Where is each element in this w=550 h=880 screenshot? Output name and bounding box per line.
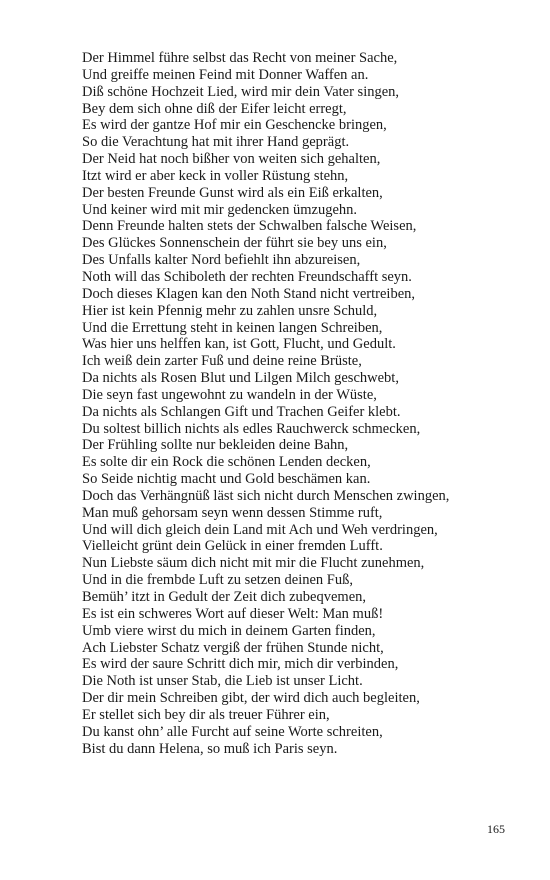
poem-line: Die seyn fast ungewohnt zu wandeln in der Wüste,: [82, 386, 377, 403]
poem-line: Ach Liebster Schatz vergiß der frühen Stunde nicht,: [82, 639, 384, 656]
poem-line: Der Neid hat noch bißher von weiten sich gehalten,: [82, 151, 381, 168]
poem-line: Und keiner wird mit mir gedencken ümzugehn.: [82, 201, 358, 218]
poem-line: Itzt wird er aber keck in voller Rüstung stehn,: [82, 167, 349, 184]
poem-line: Es wird der gantze Hof mir ein Geschencke bringen,: [82, 117, 387, 134]
poem-line: Man muß gehorsam seyn wenn dessen Stimme ruft,: [82, 504, 383, 521]
poem-line: Und will dich gleich dein Land mit Ach und Weh verdringen,: [82, 521, 438, 538]
poem-line: Des Glückes Sonnenschein der führt sie bey uns ein,: [82, 235, 387, 252]
poem-line: Du soltest billich nichts als edles Rauchwerck schmecken,: [82, 420, 421, 437]
poem-line: Diß schöne Hochzeit Lied, wird mir dein Vater singen,: [82, 83, 400, 100]
poem-line: Umb viere wirst du mich in deinem Garten finden,: [82, 622, 376, 639]
poem-line: Was hier uns helffen kan, ist Gott, Flucht, und Gedult.: [82, 336, 396, 353]
poem-line: Der dir mein Schreiben gibt, der wird dich auch begleiten,: [82, 690, 420, 707]
poem-line: Die Noth ist unser Stab, die Lieb ist unser Licht.: [82, 673, 363, 690]
poem-line: Doch das Verhängnüß läst sich nicht durch Menschen zwingen,: [82, 487, 450, 504]
poem-line: Der Frühling sollte nur bekleiden deine Bahn,: [82, 437, 349, 454]
poem-line: Da nichts als Rosen Blut und Lilgen Milch geschwebt,: [82, 370, 399, 387]
poem-line: Bist du dann Helena, so muß ich Paris seyn.: [82, 740, 338, 757]
poem-line: Und greiffe meinen Feind mit Donner Waffen an.: [82, 66, 369, 83]
poem-line: Hier ist kein Pfennig mehr zu zahlen unsre Schuld,: [82, 302, 378, 319]
poem-line: Bey dem sich ohne diß der Eifer leicht erregt,: [82, 100, 347, 117]
poem-text: [82, 50, 522, 757]
poem-line: So die Verachtung hat mit ihrer Hand geprägt.: [82, 134, 350, 151]
poem-line: So Seide nichtig macht und Gold beschämen kan.: [82, 471, 371, 488]
poem-line: Es solte dir ein Rock die schönen Lenden decken,: [82, 454, 371, 471]
poem-line: Und die Errettung steht in keinen langen Schreiben,: [82, 319, 383, 336]
poem-line: Vielleicht grünt dein Gelück in einer fremden Lufft.: [82, 538, 383, 555]
poem-line: Nun Liebste säum dich nicht mit mir die Flucht zunehmen,: [82, 555, 425, 572]
poem-line: Da nichts als Schlangen Gift und Trachen Geifer klebt.: [82, 403, 401, 420]
poem-line: Es ist ein schweres Wort auf dieser Welt: Man muß!: [82, 605, 384, 622]
poem-line: Bemüh’ itzt in Gedult der Zeit dich zubeqvemen,: [82, 589, 367, 605]
page-number: 165: [487, 822, 505, 836]
poem-line: Du kanst ohn’ alle Furcht auf seine Worte schreiten,: [82, 723, 383, 740]
poem-line: Ich weiß dein zarter Fuß und deine reine Brüste,: [82, 353, 362, 370]
poem-line: Und in die frembde Luft zu setzen deinen Fuß,: [82, 572, 353, 589]
poem-line: Der besten Freunde Gunst wird als ein Eiß erkalten,: [82, 184, 383, 201]
poem-line: Der Himmel führe selbst das Recht von meiner Sache,: [82, 50, 398, 66]
poem-line: Doch dieses Klagen kan den Noth Stand nicht vertreiben,: [82, 285, 416, 302]
poem-line: Er stellet sich bey dir als treuer Führer ein,: [82, 706, 330, 723]
poem-line: Des Unfalls kalter Nord befiehlt ihn abzureisen,: [82, 252, 361, 269]
poem-line: Noth will das Schiboleth der rechten Freundschafft seyn.: [82, 268, 412, 285]
poem-line: Denn Freunde halten stets der Schwalben falsche Weisen,: [82, 218, 417, 235]
poem-line: Es wird der saure Schritt dich mir, mich dir verbinden,: [82, 656, 399, 673]
